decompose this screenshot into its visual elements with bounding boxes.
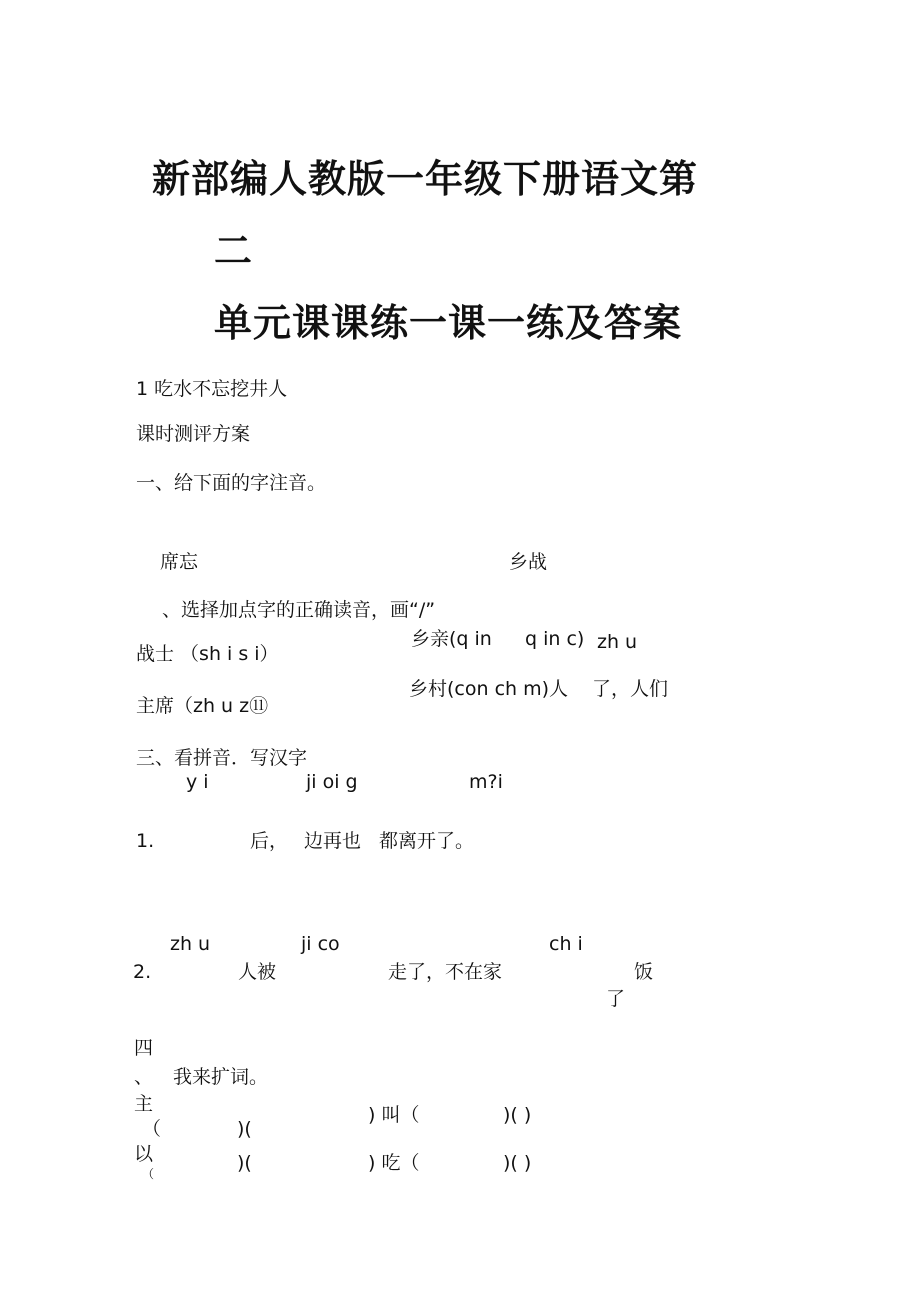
section4-row1-mid1: )( xyxy=(237,1118,252,1140)
section4-heading-char: 四 xyxy=(134,1037,154,1059)
section3-q1-pinyin-1: y i xyxy=(186,771,209,793)
section1-word-right: 乡战 xyxy=(509,551,548,573)
section3-q1-number: 1. xyxy=(136,830,155,852)
section4-row1-char: 主 xyxy=(134,1093,154,1115)
section2-item2-right2: 了，人们 xyxy=(592,678,669,700)
section2-item2-left: 主席（zh u z⑪ xyxy=(136,695,269,717)
section4-heading-mark: 、 xyxy=(134,1066,154,1088)
section3-q1-pinyin-2: ji oi g xyxy=(306,771,358,793)
section3-heading: 三、看拼音．写汉字 xyxy=(136,747,308,769)
page-title-line3: 单元课课练一课一练及答案 xyxy=(214,301,683,345)
section4-row2-end: )( ) xyxy=(503,1152,532,1174)
page-title-line1: 新部编人教版一年级下册语文第 xyxy=(152,157,699,201)
section3-q1-part-3: 都离开了。 xyxy=(379,830,475,852)
section2-item1-right3: zh u xyxy=(597,631,638,653)
section4-row1-mid2: ) 叫（ xyxy=(368,1104,420,1126)
section3-q2-part-3: 饭 xyxy=(634,961,654,983)
section4-row2-paren: （ xyxy=(142,1167,155,1181)
section3-q1-part-2: 边再也 xyxy=(304,830,362,852)
section3-q2-part-1: 人被 xyxy=(238,961,277,983)
section3-q2-number: 2. xyxy=(133,961,152,983)
section4-row2-mid1: )( xyxy=(237,1152,252,1174)
section2-item1-right2: q in c) xyxy=(525,628,585,650)
section2-item2-right: 乡村(con ch m)人 xyxy=(409,678,569,700)
section2-item1-left: 战士 （sh i s i） xyxy=(136,643,279,665)
section1-heading: 一、给下面的字注音。 xyxy=(136,472,327,494)
section3-q1-part-1: 后， xyxy=(250,830,289,852)
lesson-subheading: 课时测评方案 xyxy=(136,423,251,445)
section2-heading: 、选择加点字的正确读音，画“/” xyxy=(162,599,436,621)
section2-item1-right: 乡亲(q in xyxy=(411,628,492,650)
lesson-heading: 1 吃水不忘挖井人 xyxy=(136,378,288,400)
section3-q1-pinyin-3: m?i xyxy=(469,771,503,793)
section3-q2-part-2: 走了，不在家 xyxy=(388,961,503,983)
section4-row1-end: )( ) xyxy=(503,1104,532,1126)
section1-word-left: 席忘 xyxy=(160,551,199,573)
page-title-line2: 二 xyxy=(214,229,254,273)
section3-q2-part-4: 了 xyxy=(606,988,626,1010)
section4-row1-paren: （ xyxy=(142,1118,162,1140)
section4-row2-char: 以 xyxy=(134,1143,154,1165)
section3-q2-pinyin-2: ji co xyxy=(301,933,340,955)
section3-q2-pinyin-3: ch i xyxy=(549,933,583,955)
section4-row2-mid2: ) 吃（ xyxy=(368,1152,420,1174)
section4-heading-text: 我来扩词。 xyxy=(173,1066,269,1088)
section3-q2-pinyin-1: zh u xyxy=(170,933,211,955)
